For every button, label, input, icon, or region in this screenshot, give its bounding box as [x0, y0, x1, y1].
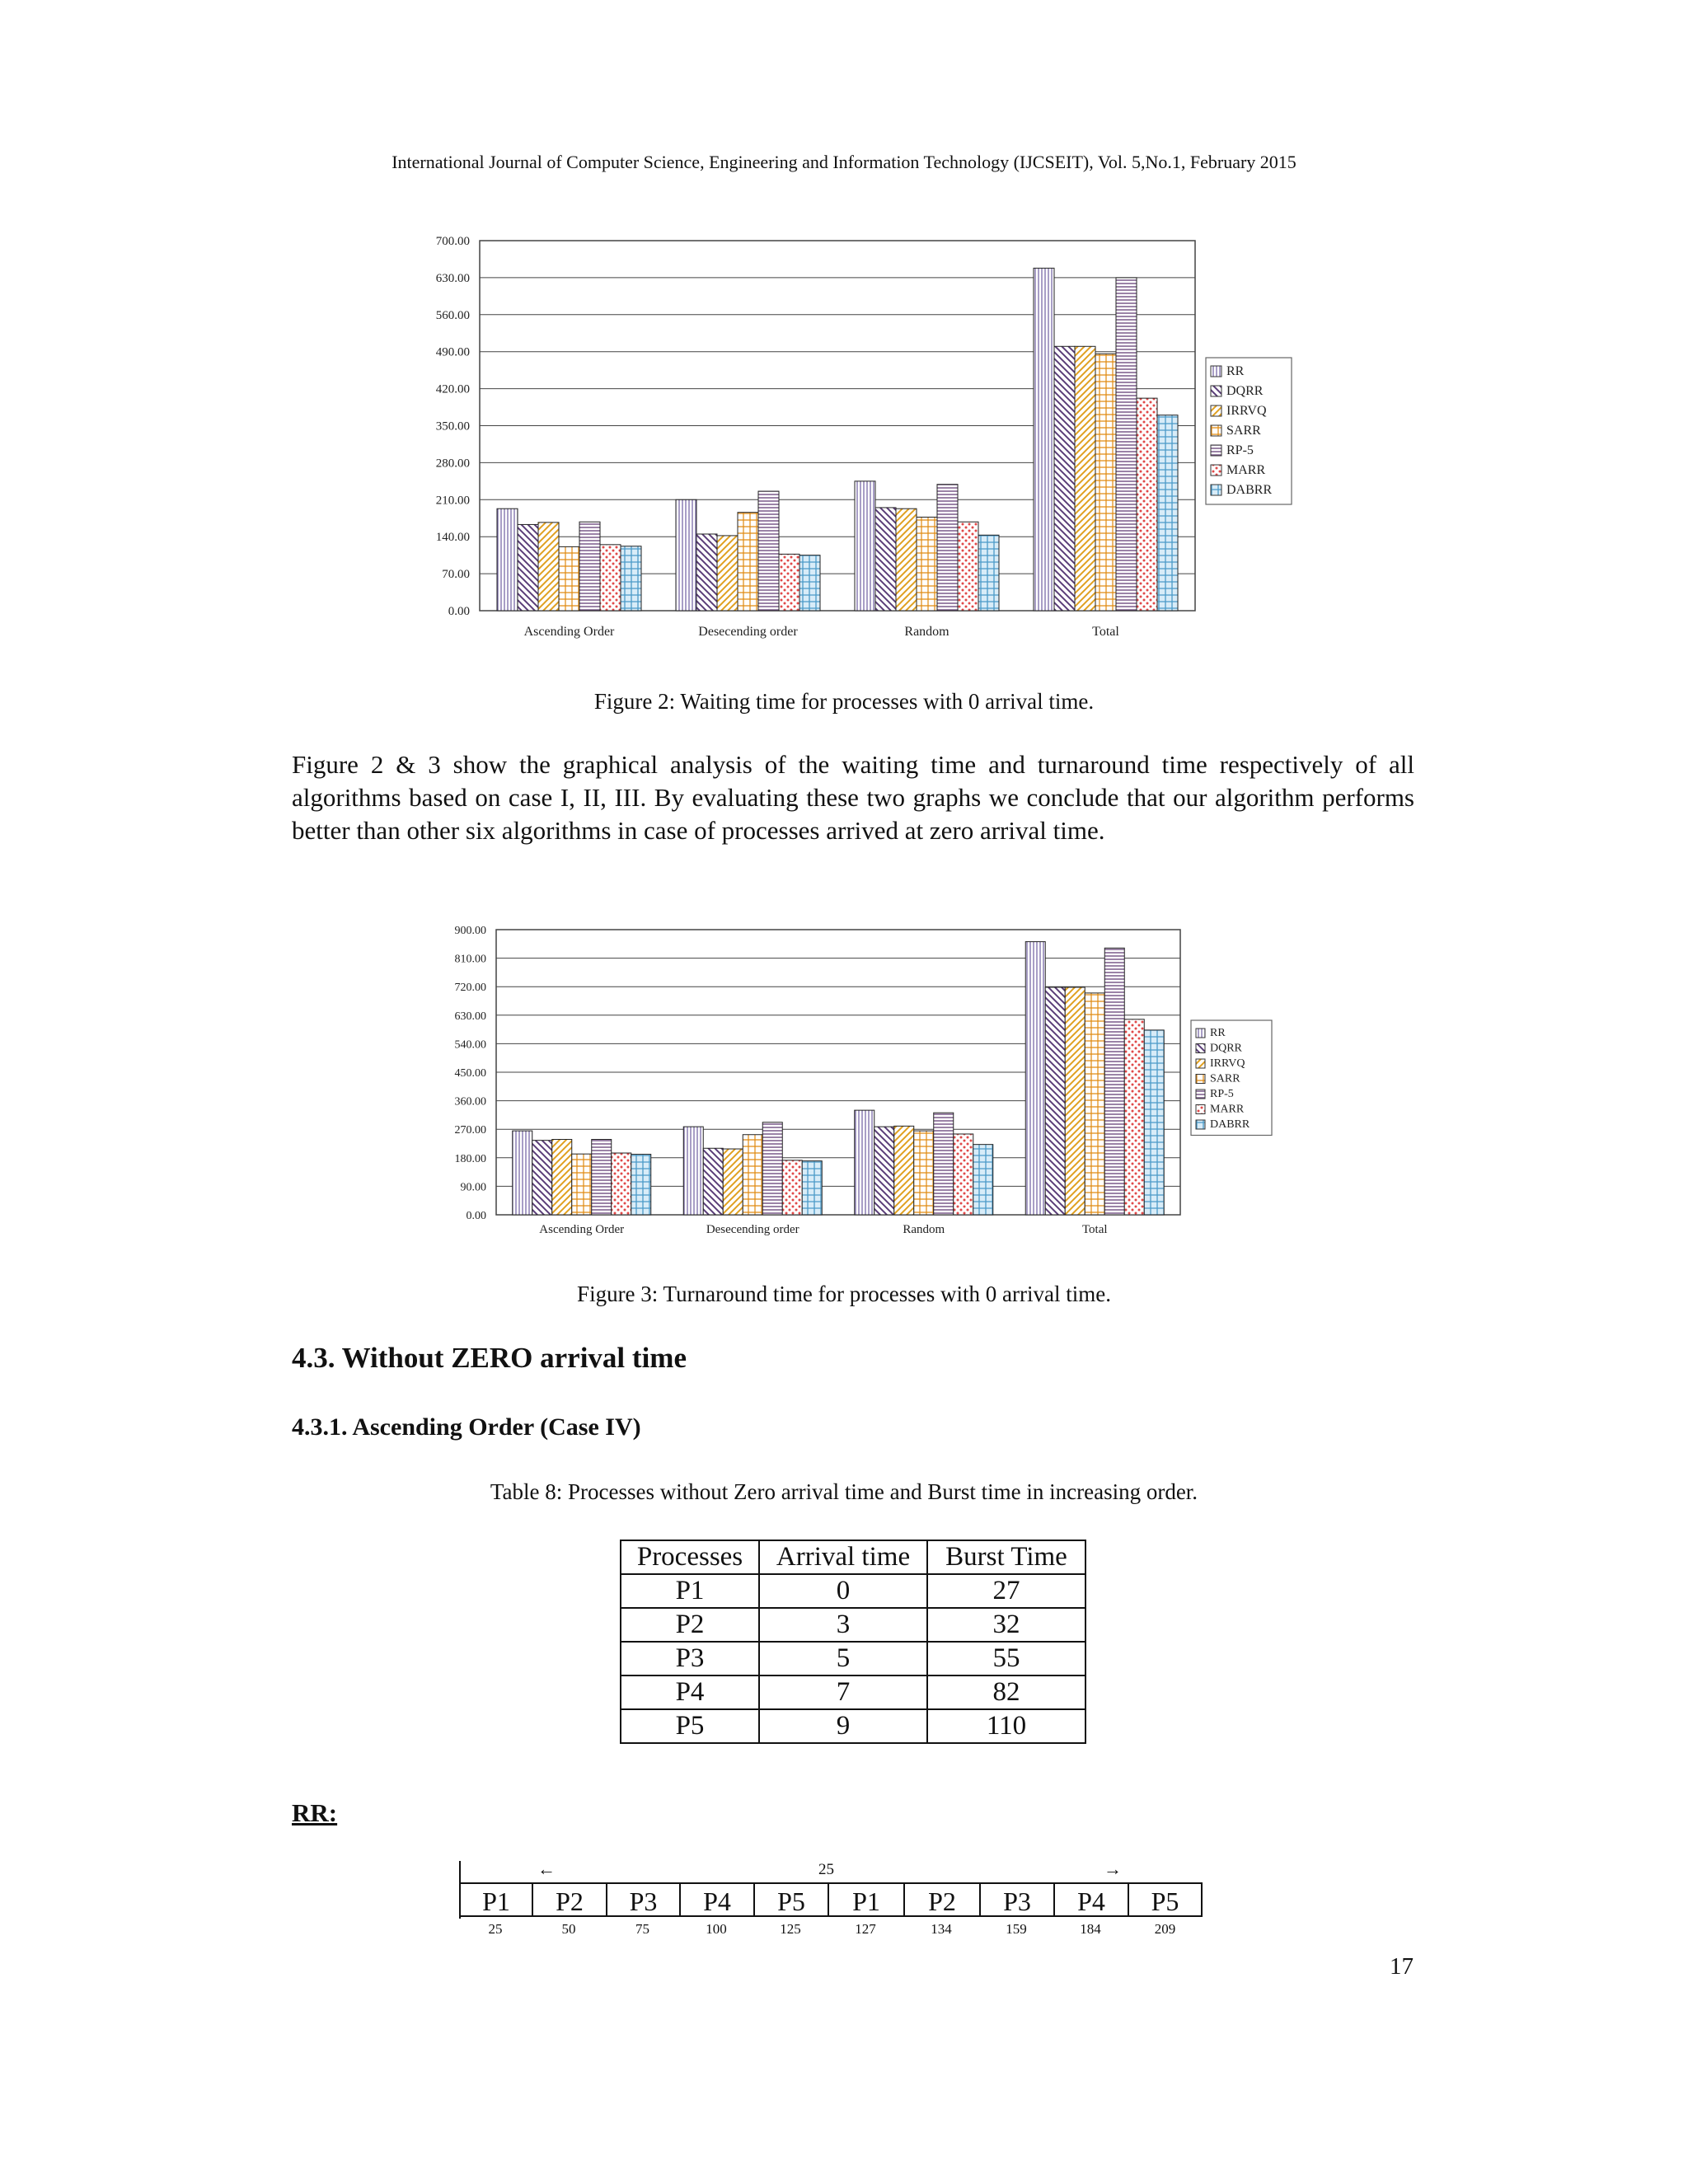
x-category-label: Random	[904, 625, 950, 639]
table-header: Burst Time	[927, 1540, 1085, 1574]
bar-irrvq	[896, 509, 917, 611]
y-tick-label: 630.00	[454, 1010, 486, 1023]
gantt-time-label: 209	[1154, 1921, 1176, 1937]
y-tick-label: 540.00	[454, 1038, 486, 1052]
y-tick-label: 360.00	[454, 1095, 486, 1108]
table-row	[621, 1709, 1085, 1743]
table-caption: Table 8: Processes without Zero arrival time and Burst time in increasing order.	[490, 1479, 1198, 1504]
bar-irrvq	[894, 1126, 914, 1215]
y-tick-label: 70.00	[442, 568, 470, 582]
gantt-cell: P5	[1128, 1882, 1203, 1917]
legend-label: DQRR	[1226, 384, 1264, 398]
bar-irrvq	[552, 1140, 572, 1215]
table-row	[621, 1675, 1085, 1709]
bar-sarr	[1085, 993, 1104, 1215]
legend-label: RP-5	[1210, 1088, 1234, 1100]
table-cell: 9	[759, 1709, 927, 1743]
bar-irrvq	[717, 536, 738, 611]
gantt-cell: P1	[828, 1882, 903, 1917]
bar-dqrr	[1045, 987, 1065, 1215]
bar-rr	[676, 499, 696, 611]
bar-marr	[954, 1134, 973, 1215]
y-tick-label: 0.00	[448, 605, 470, 618]
legend-swatch	[1196, 1075, 1205, 1084]
legend-swatch	[1196, 1120, 1205, 1129]
bar-marr	[600, 545, 621, 611]
gantt-cell: P4	[1053, 1882, 1128, 1917]
gantt-quantum: 25	[818, 1861, 834, 1878]
y-tick-label: 560.00	[435, 308, 470, 322]
gantt-time-label: 50	[561, 1921, 576, 1937]
bar-dqrr	[875, 508, 896, 611]
gantt-time-label: 159	[1006, 1921, 1027, 1937]
bar-rp-5	[762, 1122, 782, 1215]
gantt-time-label: 134	[931, 1921, 952, 1937]
x-category-label: Ascending Order	[539, 1223, 625, 1236]
bar-marr	[782, 1160, 802, 1215]
bar-sarr	[738, 513, 758, 611]
rr-label: RR:	[292, 1798, 338, 1827]
table-cell: 32	[927, 1608, 1085, 1642]
bar-rr	[497, 509, 518, 611]
y-tick-label: 210.00	[435, 494, 470, 508]
bar-dabrr	[621, 546, 641, 611]
bar-rp-5	[934, 1113, 954, 1215]
bar-rr	[855, 481, 875, 611]
bar-rr	[1034, 268, 1054, 611]
bar-dabrr	[978, 535, 999, 611]
bar-dabrr	[802, 1161, 822, 1215]
y-tick-label: 490.00	[435, 345, 470, 359]
table-cell: 55	[927, 1642, 1085, 1675]
x-category-label: Ascending Order	[523, 625, 615, 639]
bar-rr	[855, 1110, 874, 1215]
gantt-time-label: 127	[855, 1921, 876, 1937]
bar-dqrr	[532, 1141, 552, 1215]
gantt-cell: P3	[979, 1882, 1053, 1917]
figure-2-chart	[404, 229, 1327, 649]
process-table	[620, 1540, 1086, 1744]
bar-rp-5	[1116, 278, 1137, 611]
gantt-time-label: 25	[488, 1921, 503, 1937]
y-tick-label: 280.00	[435, 457, 470, 471]
legend-label: MARR	[1226, 463, 1266, 477]
bar-marr	[612, 1153, 631, 1215]
bar-rp-5	[579, 522, 600, 611]
legend-swatch	[1196, 1029, 1205, 1038]
gantt-time-label: 125	[780, 1921, 801, 1937]
legend-label: IRRVQ	[1226, 404, 1267, 418]
table-cell: 27	[927, 1574, 1085, 1608]
bar-dabrr	[631, 1155, 651, 1215]
y-tick-label: 420.00	[435, 382, 470, 396]
figure-3-chart	[429, 915, 1319, 1261]
bar-dqrr	[518, 524, 538, 611]
gantt-cell: P3	[606, 1882, 679, 1917]
y-tick-label: 450.00	[454, 1067, 486, 1080]
bar-marr	[958, 522, 978, 611]
y-tick-label: 810.00	[454, 953, 486, 966]
bar-irrvq	[538, 523, 559, 611]
bar-irrvq	[1075, 346, 1095, 611]
table-cell: P3	[621, 1642, 759, 1675]
bar-sarr	[743, 1135, 762, 1215]
bar-rp-5	[758, 491, 779, 611]
legend-label: DQRR	[1210, 1042, 1242, 1055]
table-header: Processes	[621, 1540, 759, 1574]
bar-sarr	[917, 517, 937, 611]
bar-rr	[683, 1127, 703, 1215]
y-tick-label: 700.00	[435, 235, 470, 248]
table-cell: P1	[621, 1574, 759, 1608]
table-cell: 0	[759, 1574, 927, 1608]
x-category-label: Total	[1081, 1223, 1108, 1236]
gantt-time-label: 75	[635, 1921, 649, 1937]
bar-dqrr	[696, 534, 717, 611]
legend-swatch	[1211, 465, 1221, 476]
y-tick-label: 720.00	[454, 982, 486, 995]
bar-rp-5	[1104, 948, 1124, 1215]
gantt-time-label: 184	[1080, 1921, 1101, 1937]
legend	[1206, 358, 1292, 504]
bar-dqrr	[703, 1148, 723, 1215]
gantt-cell: P5	[753, 1882, 828, 1917]
table-cell: P5	[621, 1709, 759, 1743]
legend-label: RR	[1210, 1027, 1226, 1039]
y-tick-label: 90.00	[460, 1181, 486, 1194]
table-cell: 7	[759, 1675, 927, 1709]
table-cell: 82	[927, 1675, 1085, 1709]
legend-label: RP-5	[1226, 443, 1254, 457]
legend-label: IRRVQ	[1210, 1057, 1245, 1070]
legend-label: RR	[1226, 364, 1245, 378]
x-category-label: Random	[903, 1223, 945, 1236]
gantt-cell: P2	[903, 1882, 979, 1917]
y-tick-label: 900.00	[454, 925, 486, 937]
table-row	[621, 1608, 1085, 1642]
y-tick-label: 270.00	[454, 1124, 486, 1137]
table-row	[621, 1642, 1085, 1675]
legend-label: SARR	[1226, 424, 1261, 438]
table-cell: P2	[621, 1608, 759, 1642]
bar-irrvq	[1065, 987, 1085, 1215]
table-cell: 110	[927, 1709, 1085, 1743]
table-cell: 5	[759, 1642, 927, 1675]
journal-header: International Journal of Computer Science, Engineering and Information Technology (IJCSEIT), Vol. 5,No.1, February 2015	[392, 152, 1296, 172]
table-header: Arrival time	[759, 1540, 927, 1574]
legend-swatch	[1196, 1105, 1205, 1114]
y-tick-label: 140.00	[435, 531, 470, 545]
table-cell: 3	[759, 1608, 927, 1642]
legend-swatch	[1211, 425, 1221, 436]
bar-sarr	[1095, 354, 1116, 611]
bar-dqrr	[1054, 346, 1075, 611]
legend-swatch	[1196, 1044, 1205, 1053]
figure-3-caption: Figure 3: Turnaround time for processes with 0 arrival time.	[577, 1282, 1111, 1306]
x-category-label: Desecending order	[706, 1223, 799, 1236]
legend-swatch	[1211, 366, 1221, 377]
arrow-right-icon: →	[1104, 1858, 1122, 1879]
legend-swatch	[1196, 1059, 1205, 1068]
table-row	[621, 1574, 1085, 1608]
bar-irrvq	[723, 1149, 743, 1215]
subsection-title: 4.3.1. Ascending Order (Case IV)	[292, 1413, 641, 1441]
bar-rp-5	[592, 1140, 612, 1215]
bar-sarr	[914, 1131, 934, 1215]
x-category-label: Desecending order	[698, 625, 798, 639]
bar-marr	[1124, 1019, 1144, 1215]
legend-label: SARR	[1210, 1072, 1240, 1085]
gantt-time-label: 100	[706, 1921, 727, 1937]
x-category-label: Total	[1092, 625, 1119, 639]
y-tick-label: 0.00	[466, 1210, 486, 1222]
y-tick-label: 630.00	[435, 271, 470, 285]
legend	[1191, 1020, 1272, 1136]
bar-rp-5	[937, 485, 958, 611]
legend-swatch	[1196, 1090, 1205, 1099]
bar-dabrr	[1144, 1030, 1164, 1215]
legend-swatch	[1211, 386, 1221, 396]
legend-swatch	[1211, 405, 1221, 416]
legend-label: DABRR	[1210, 1118, 1250, 1131]
bar-dqrr	[874, 1127, 894, 1215]
body-paragraph: Figure 2 & 3 show the graphical analysis of the waiting time and turnaround time respectively of all algorithms based on case I, II, III. By evaluating these two graphs we conclude that our algorithm performs better than other six algorithms in case of processes arrived at zero arrival time.	[292, 750, 1414, 845]
gantt-cell: P2	[532, 1882, 606, 1917]
legend-swatch	[1211, 445, 1221, 456]
gantt-cell: P4	[679, 1882, 753, 1917]
bar-rr	[1025, 942, 1045, 1215]
gantt-cell: P1	[459, 1882, 532, 1917]
table-cell: P4	[621, 1675, 759, 1709]
arrow-left-icon: ←	[537, 1858, 556, 1879]
figure-2-caption: Figure 2: Waiting time for processes with 0 arrival time.	[593, 689, 1095, 714]
y-tick-label: 350.00	[435, 419, 470, 434]
bar-marr	[779, 554, 799, 611]
bar-sarr	[572, 1154, 592, 1215]
legend-label: DABRR	[1226, 483, 1273, 497]
bar-dabrr	[973, 1145, 993, 1215]
table-header-row	[621, 1540, 1085, 1574]
page-number: 17	[1390, 1953, 1414, 1980]
bar-rr	[513, 1131, 532, 1215]
bar-sarr	[559, 546, 579, 611]
bar-dabrr	[1157, 415, 1178, 611]
y-tick-label: 180.00	[454, 1152, 486, 1165]
section-title: 4.3. Without ZERO arrival time	[292, 1342, 687, 1374]
bar-marr	[1137, 398, 1157, 611]
bar-dabrr	[799, 555, 820, 611]
legend-swatch	[1211, 485, 1221, 495]
legend-label: MARR	[1210, 1103, 1245, 1116]
